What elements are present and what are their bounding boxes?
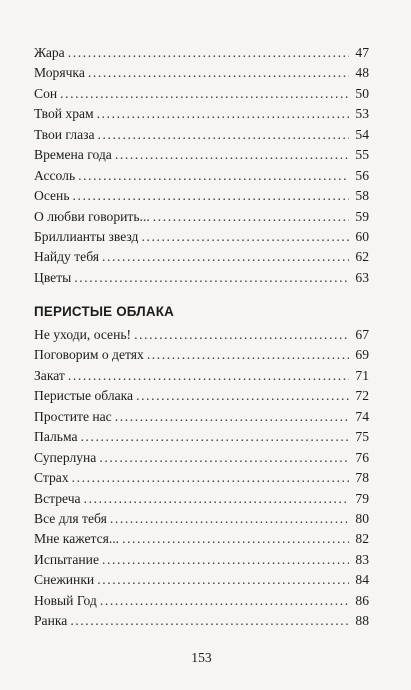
toc-entry-title: Морячка	[34, 65, 85, 81]
toc-entry	[34, 468, 369, 488]
dot-leader	[100, 591, 349, 611]
toc-entry	[34, 489, 369, 509]
toc-entry	[34, 427, 369, 447]
toc-entry-page: 59	[355, 208, 369, 224]
toc-entry	[34, 550, 369, 570]
toc-entry-title: Твой храм	[34, 106, 94, 122]
toc-entry-page: 60	[355, 228, 369, 244]
toc-entry	[34, 345, 369, 365]
toc-entry	[34, 325, 369, 345]
toc-entry	[34, 529, 369, 549]
toc-entry	[34, 611, 369, 631]
dot-leader	[68, 43, 349, 63]
dot-leader	[134, 325, 349, 345]
toc-entry-page: 79	[355, 490, 369, 506]
toc-entry	[34, 407, 369, 427]
toc-entry	[34, 145, 369, 165]
toc-entry	[34, 366, 369, 386]
dot-leader	[97, 570, 349, 590]
toc-entry-title: Встреча	[34, 490, 81, 506]
section-heading: ПЕРИСТЫЕ ОБЛАКА	[34, 304, 175, 319]
toc-entry-page: 69	[355, 347, 369, 363]
toc-entry-title: Поговорим о детях	[34, 347, 144, 363]
toc-entry-page: 48	[355, 65, 369, 81]
toc-entry-page: 53	[355, 106, 369, 122]
dot-leader	[72, 468, 349, 488]
dot-leader	[110, 509, 349, 529]
dot-leader	[70, 611, 349, 631]
toc-entry	[34, 509, 369, 529]
toc-entry-page: 58	[355, 188, 369, 204]
toc-entry-page: 80	[355, 510, 369, 526]
toc-entry-page: 74	[355, 408, 369, 424]
toc-entry-page: 47	[355, 45, 369, 60]
toc-entry-title: Времена года	[34, 147, 112, 163]
toc-entry-title: Простите нас	[34, 408, 112, 424]
dot-leader	[68, 366, 349, 386]
toc-entry	[34, 186, 369, 206]
page-number: 153	[191, 650, 212, 665]
toc-entry-title: Суперлуна	[34, 449, 97, 465]
toc-entry	[34, 386, 369, 406]
toc-entry-title: Новый Год	[34, 592, 97, 608]
toc-entry	[34, 227, 369, 247]
toc-entry-page: 82	[355, 531, 369, 547]
toc-entry-page: 63	[355, 269, 369, 285]
dot-leader	[60, 84, 349, 104]
toc-entry-page: 55	[355, 147, 369, 163]
toc-entry	[34, 247, 369, 267]
dot-leader	[115, 145, 349, 165]
dot-leader	[115, 407, 349, 427]
toc-entry-title: Закат	[34, 367, 65, 383]
toc-entry	[34, 104, 369, 124]
toc-entry-title: Жара	[34, 45, 65, 60]
toc-list-part2	[34, 325, 369, 632]
toc-entry-title: Пальма	[34, 429, 78, 445]
toc-entry	[34, 84, 369, 104]
toc-entry-page: 86	[355, 592, 369, 608]
dot-leader	[122, 529, 349, 549]
dot-leader	[153, 207, 349, 227]
toc-entry-page: 72	[355, 388, 369, 404]
toc-entry-title: Найду тебя	[34, 249, 100, 265]
toc-entry	[34, 43, 369, 63]
toc-entry-title: Твои глаза	[34, 126, 95, 142]
book-page	[34, 0, 369, 690]
toc-entry-title: Не уходи, осень!	[34, 327, 132, 342]
toc-entry-page: 62	[355, 249, 369, 265]
dot-leader	[84, 489, 349, 509]
toc-entry-page: 76	[355, 449, 369, 465]
dot-leader	[73, 186, 349, 206]
toc-entry-page: 88	[355, 613, 369, 629]
toc-entry-title: Бриллианты звезд	[34, 228, 139, 244]
dot-leader	[78, 166, 349, 186]
toc-entry	[34, 570, 369, 590]
toc-entry-title: Цветы	[34, 269, 72, 285]
dot-leader	[97, 104, 349, 124]
dot-leader	[136, 386, 349, 406]
toc-entry-title: Мне кажется...	[34, 531, 120, 547]
toc-entry-page: 56	[355, 167, 369, 183]
dot-leader	[81, 427, 350, 447]
toc-entry	[34, 125, 369, 145]
toc-entry-title: Все для тебя	[34, 510, 107, 526]
toc-entry-title: Ассоль	[34, 167, 76, 183]
dot-leader	[141, 227, 349, 247]
toc-entry-page: 54	[355, 126, 369, 142]
dot-leader	[98, 125, 349, 145]
toc-entry	[34, 448, 369, 468]
toc-entry-title: О любви говорить...	[34, 208, 150, 224]
dot-leader	[147, 345, 349, 365]
dot-leader	[99, 448, 349, 468]
dot-leader	[88, 63, 349, 83]
toc-entry	[34, 591, 369, 611]
dot-leader	[74, 268, 349, 288]
toc-entry	[34, 268, 369, 288]
toc-entry	[34, 63, 369, 83]
toc-entry-page: 84	[355, 572, 369, 588]
dot-leader	[102, 247, 349, 267]
toc-entry-page: 67	[355, 327, 369, 342]
toc-entry	[34, 166, 369, 186]
toc-entry-page: 78	[355, 470, 369, 486]
toc-entry-title: Ранка	[34, 613, 68, 629]
toc-entry-page: 75	[355, 429, 369, 445]
toc-entry-title: Снежинки	[34, 572, 95, 588]
dot-leader	[102, 550, 349, 570]
toc-entry-page: 83	[355, 551, 369, 567]
toc-list-part1	[34, 43, 369, 288]
toc-entry-page: 50	[355, 85, 369, 101]
toc-entry-title: Перистые облака	[34, 388, 134, 404]
toc-entry-page: 71	[355, 367, 369, 383]
toc-entry-title: Страх	[34, 470, 69, 486]
toc-entry-title: Сон	[34, 85, 58, 101]
toc-entry	[34, 207, 369, 227]
toc-entry-title: Испытание	[34, 551, 99, 567]
toc-entry-title: Осень	[34, 188, 70, 204]
